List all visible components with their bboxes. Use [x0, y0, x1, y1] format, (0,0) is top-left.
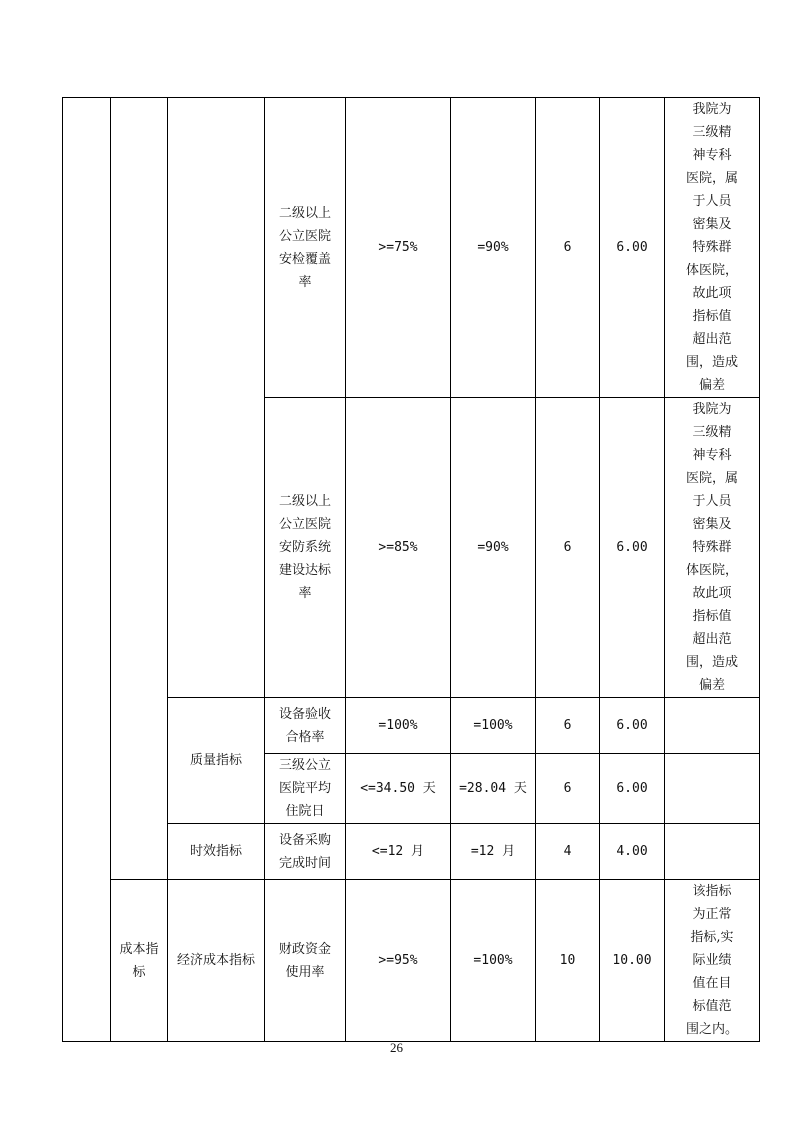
- target-value: >=85%: [346, 398, 451, 698]
- weight-value: 6: [536, 398, 600, 698]
- secondary-indicator-cell: 经济成本指标: [168, 880, 265, 1042]
- actual-value: =12 月: [451, 824, 536, 880]
- performance-table: [62, 97, 760, 1042]
- deviation-note: 我院为 三级精 神专科 医院，属 于人员 密集及 特殊群 体医院， 故此项 指标值 超出范 围，造成 偏差: [665, 398, 760, 698]
- indicator-name: 财政资金 使用率: [265, 880, 346, 1042]
- weight-value: 6: [536, 754, 600, 824]
- deviation-note: 我院为 三级精 神专科 医院，属 于人员 密集及 特殊群 体医院， 故此项 指标值 超出范 围，造成 偏差: [665, 98, 760, 398]
- table-row: [63, 98, 760, 398]
- primary-indicator-cell: 成本指 标: [111, 880, 168, 1042]
- secondary-indicator-cell: [168, 98, 265, 698]
- score-value: 6.00: [600, 398, 665, 698]
- target-value: >=95%: [346, 880, 451, 1042]
- target-value: >=75%: [346, 98, 451, 398]
- indicator-name: 二级以上 公立医院 安防系统 建设达标 率: [265, 398, 346, 698]
- table-row: [63, 698, 760, 754]
- weight-value: 4: [536, 824, 600, 880]
- weight-value: 6: [536, 698, 600, 754]
- actual-value: =90%: [451, 98, 536, 398]
- indicator-name: 设备采购 完成时间: [265, 824, 346, 880]
- deviation-note: [665, 754, 760, 824]
- target-value: <=12 月: [346, 824, 451, 880]
- target-value: <=34.50 天: [346, 754, 451, 824]
- score-value: 10.00: [600, 880, 665, 1042]
- actual-value: =28.04 天: [451, 754, 536, 824]
- score-value: 4.00: [600, 824, 665, 880]
- page-number: 26: [390, 1040, 403, 1055]
- deviation-note: 该指标 为正常 指标,实 际业绩 值在目 标值范 围之内。: [665, 880, 760, 1042]
- primary-indicator-cell: [111, 98, 168, 880]
- weight-value: 10: [536, 880, 600, 1042]
- indicator-name: 三级公立 医院平均 住院日: [265, 754, 346, 824]
- category-cell: [63, 98, 111, 1042]
- score-value: 6.00: [600, 698, 665, 754]
- score-value: 6.00: [600, 98, 665, 398]
- weight-value: 6: [536, 98, 600, 398]
- deviation-note: [665, 824, 760, 880]
- deviation-note: [665, 698, 760, 754]
- indicator-name: 二级以上 公立医院 安检覆盖 率: [265, 98, 346, 398]
- actual-value: =90%: [451, 398, 536, 698]
- indicator-name: 设备验收 合格率: [265, 698, 346, 754]
- actual-value: =100%: [451, 880, 536, 1042]
- secondary-indicator-cell: 质量指标: [168, 698, 265, 824]
- target-value: =100%: [346, 698, 451, 754]
- table-row: [63, 824, 760, 880]
- secondary-indicator-cell: 时效指标: [168, 824, 265, 880]
- actual-value: =100%: [451, 698, 536, 754]
- table-row: [63, 880, 760, 1042]
- score-value: 6.00: [600, 754, 665, 824]
